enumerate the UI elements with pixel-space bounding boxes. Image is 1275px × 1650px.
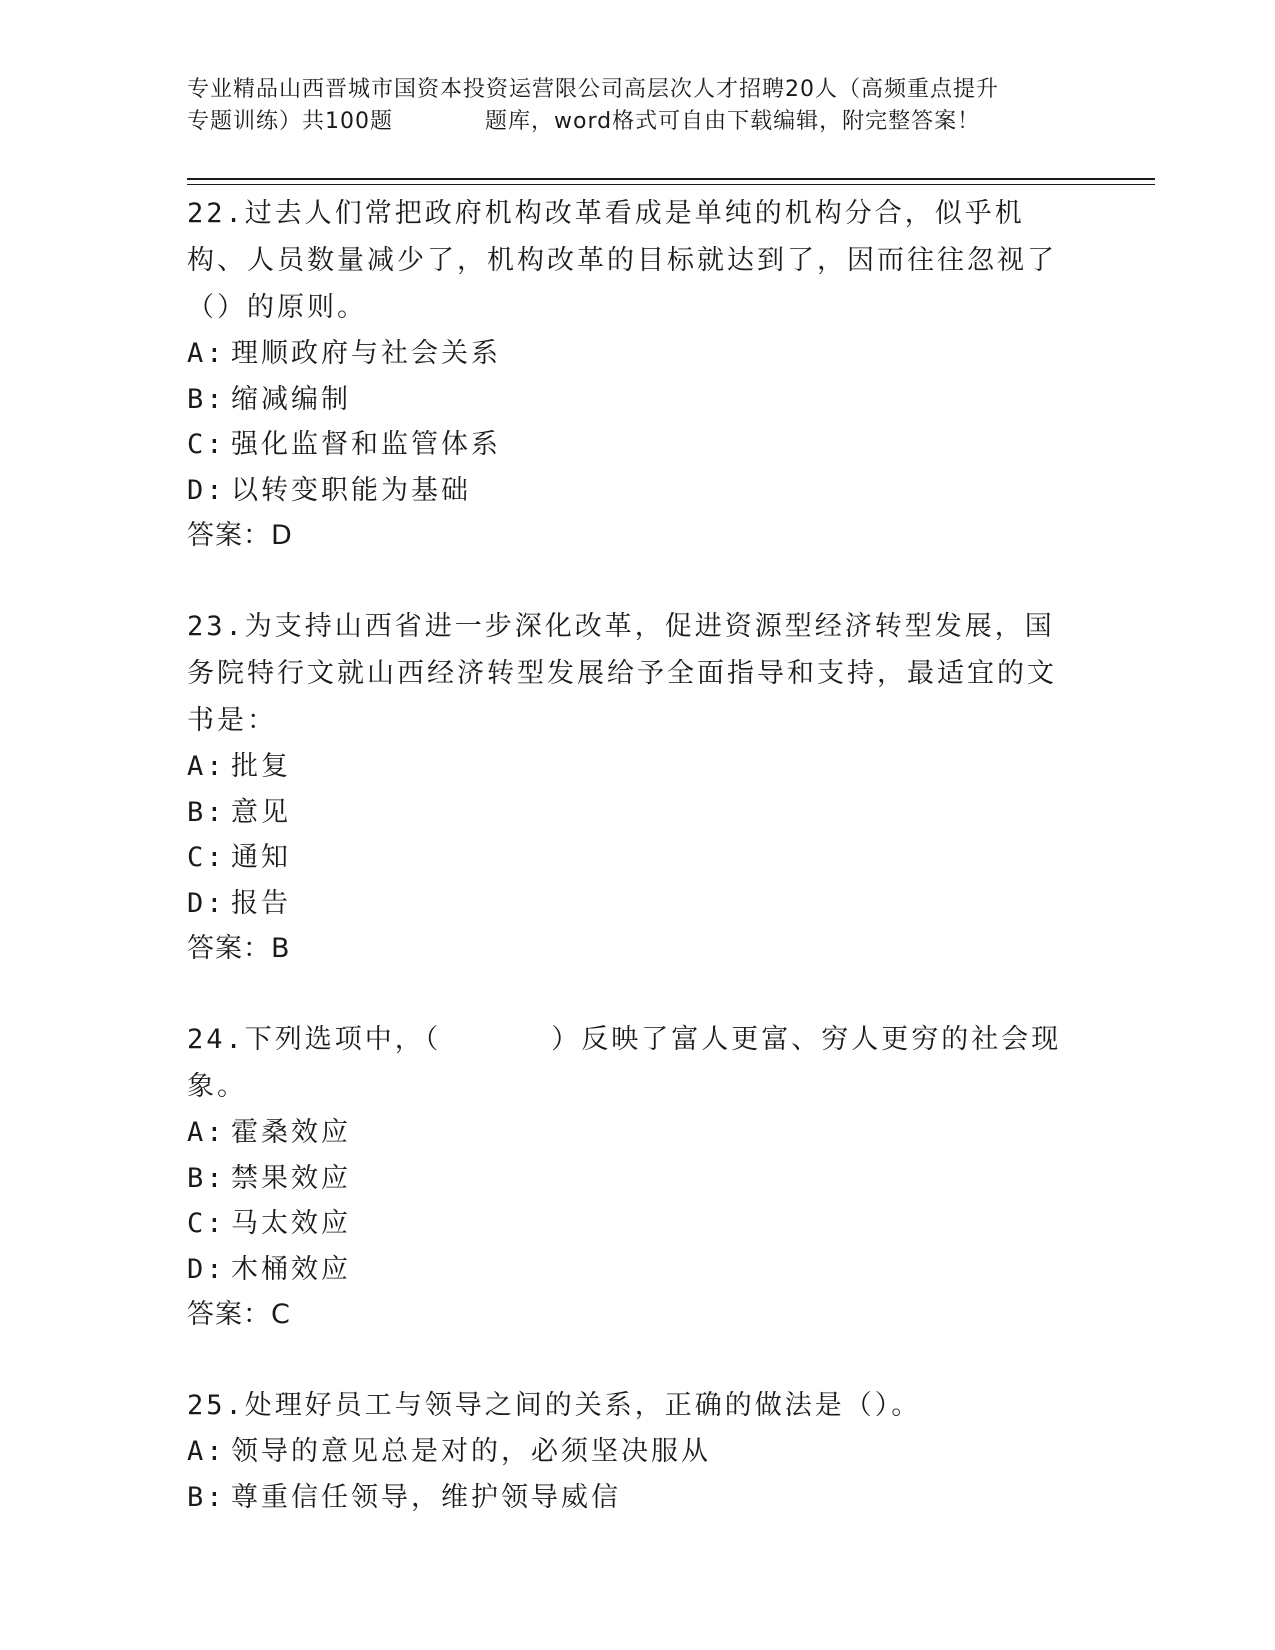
option-text: 强化监督和监管体系 xyxy=(231,429,501,460)
option-c xyxy=(187,835,1077,881)
answer-label: 答案： xyxy=(187,933,271,964)
question-text xyxy=(187,1382,1077,1429)
option-letter: C: xyxy=(187,1208,226,1239)
option-letter: B: xyxy=(187,796,226,828)
option-text: 报告 xyxy=(231,887,291,919)
option-a xyxy=(187,1429,1077,1475)
option-d xyxy=(187,881,1077,927)
question-text xyxy=(187,1016,1077,1110)
option-a xyxy=(187,744,1077,790)
question-text xyxy=(187,603,1077,744)
answer-line xyxy=(187,926,1077,972)
option-text: 缩减编制 xyxy=(231,383,351,415)
option-a xyxy=(187,1110,1077,1156)
question-25 xyxy=(187,1382,1077,1520)
question-body: 过去人们常把政府机构改革看成是单纯的机构分合，似乎机构、人员数量减少了，机构改革的目标就达到了，因而往往忽视了（）的原则。 xyxy=(187,198,1057,323)
answer-value: C xyxy=(271,1299,291,1330)
question-number: 24. xyxy=(187,1024,245,1055)
question-23 xyxy=(187,603,1077,972)
header-line-2 xyxy=(187,106,1087,138)
option-letter: A: xyxy=(187,1117,226,1148)
option-a xyxy=(187,331,1077,377)
header-rule-thick xyxy=(187,178,1155,180)
option-text: 通知 xyxy=(231,842,291,873)
question-text xyxy=(187,190,1077,331)
option-letter: B: xyxy=(187,383,226,415)
option-letter: D: xyxy=(187,1253,226,1285)
answer-value: D xyxy=(271,520,293,551)
option-text: 意见 xyxy=(231,796,291,828)
option-letter: C: xyxy=(187,842,226,873)
answer-line xyxy=(187,513,1077,559)
option-c xyxy=(187,1201,1077,1247)
question-body-after-blank: ）反映了富人更富、穷人更穷的社会现象。 xyxy=(187,1024,1062,1102)
header-line-2-left: 专题训练）共100题 xyxy=(187,109,393,134)
question-24 xyxy=(187,1016,1077,1338)
option-text: 尊重信任领导，维护领导威信 xyxy=(231,1481,621,1513)
option-text: 禁果效应 xyxy=(231,1162,351,1194)
option-c xyxy=(187,422,1077,468)
question-22 xyxy=(187,190,1077,559)
question-list xyxy=(187,190,1077,1520)
option-letter: B: xyxy=(187,1481,226,1513)
option-letter: A: xyxy=(187,751,226,782)
option-letter: C: xyxy=(187,429,226,460)
option-b xyxy=(187,790,1077,836)
option-text: 理顺政府与社会关系 xyxy=(231,338,501,369)
question-body-before-blank: 下列选项中，（ xyxy=(244,1024,442,1055)
option-text: 批复 xyxy=(231,751,291,782)
option-letter: A: xyxy=(187,1436,226,1467)
option-text: 以转变职能为基础 xyxy=(231,474,471,506)
option-b xyxy=(187,377,1077,423)
header-rule-thin xyxy=(187,184,1155,185)
page-header xyxy=(187,74,1087,138)
option-text: 霍桑效应 xyxy=(231,1117,351,1148)
option-b xyxy=(187,1156,1077,1202)
question-body: 为支持山西省进一步深化改革，促进资源型经济转型发展，国务院特行文就山西经济转型发展给予全面指导和支持，最适宜的文书是： xyxy=(187,611,1057,736)
answer-label: 答案： xyxy=(187,1299,271,1330)
header-line-2-right: 题库，word格式可自由下载编辑，附完整答案！ xyxy=(485,109,981,134)
question-number: 22. xyxy=(187,198,245,229)
option-letter: B: xyxy=(187,1162,226,1194)
header-line-1: 专业精品山西晋城市国资本投资运营限公司高层次人才招聘20人（高频重点提升 xyxy=(187,77,999,102)
option-d xyxy=(187,1247,1077,1293)
answer-value: B xyxy=(271,933,291,964)
option-letter: D: xyxy=(187,887,226,919)
option-d xyxy=(187,468,1077,514)
question-body: 处理好员工与领导之间的关系，正确的做法是（）。 xyxy=(244,1390,922,1421)
answer-label: 答案： xyxy=(187,520,271,551)
answer-line xyxy=(187,1292,1077,1338)
option-text: 马太效应 xyxy=(231,1208,351,1239)
question-number: 23. xyxy=(187,611,245,642)
option-b xyxy=(187,1475,1077,1521)
question-number: 25. xyxy=(187,1390,245,1421)
option-text: 木桶效应 xyxy=(231,1253,351,1285)
option-text: 领导的意见总是对的，必须坚决服从 xyxy=(231,1436,711,1467)
option-letter: D: xyxy=(187,474,226,506)
option-letter: A: xyxy=(187,338,226,369)
